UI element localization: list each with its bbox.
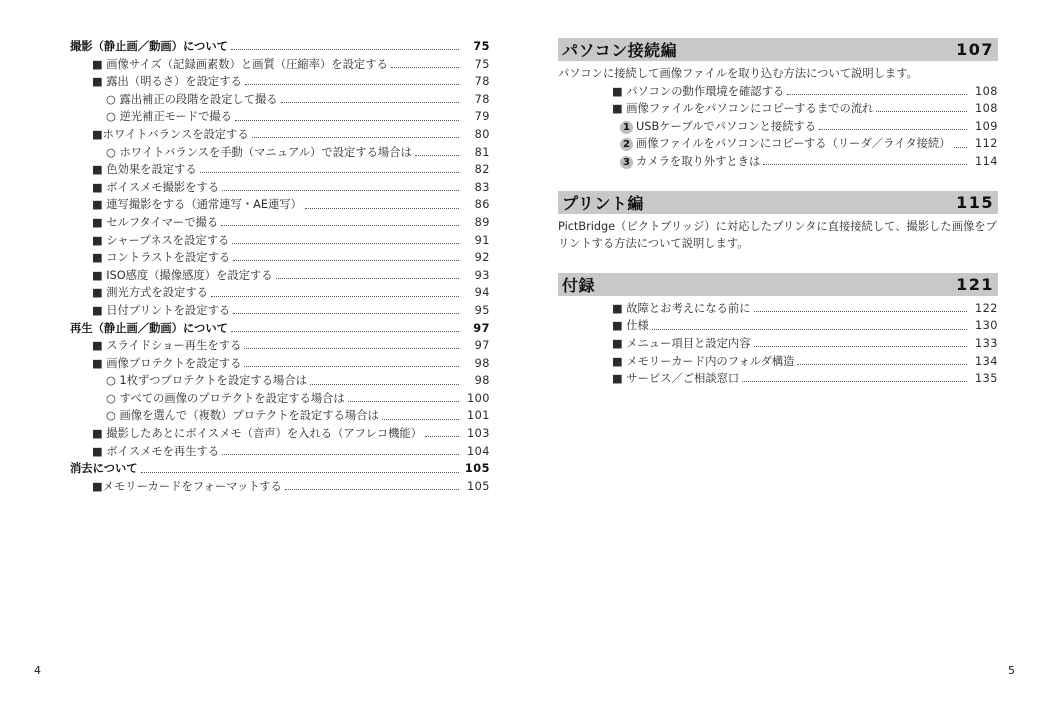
toc-page-number: 89 (474, 215, 490, 229)
toc-page-number: 82 (474, 163, 490, 177)
toc-entry-label (92, 337, 241, 355)
toc-entry-label (92, 267, 273, 285)
toc-entry (70, 56, 490, 74)
toc-entry (70, 196, 490, 214)
toc-entry (70, 108, 490, 126)
dot-leader (787, 94, 967, 95)
section-page-number: 121 (956, 274, 994, 294)
dot-leader (200, 172, 459, 173)
toc-entry (70, 232, 490, 250)
toc-entry-text: ■ スライドショー再生をする (92, 339, 242, 353)
toc-entry-text: ■ ボイスメモを再生する (92, 444, 220, 458)
section-description: パソコンに接続して画像ファイルを取り込む方法について説明します。 (558, 67, 918, 80)
toc-page-number: 78 (474, 75, 490, 89)
toc-entry-text: ○ 逆光補正モードで撮る (106, 110, 232, 124)
toc-page-number: 81 (474, 145, 490, 159)
toc-entry-text: ■ セルフタイマーで撮る (92, 215, 219, 229)
toc-heading (70, 460, 490, 478)
toc-entry (70, 73, 490, 91)
toc-entry (558, 83, 998, 101)
dot-leader (310, 384, 459, 385)
toc-page-number: 92 (474, 251, 490, 265)
page-number-left: 4 (34, 664, 41, 677)
dot-leader (276, 278, 459, 279)
toc-page-number: 104 (466, 444, 490, 458)
toc-entry-label (92, 443, 219, 461)
toc-entry (558, 353, 998, 371)
toc-entry-label (92, 161, 197, 179)
toc-entry (70, 390, 490, 408)
section-page-number: 107 (956, 40, 994, 59)
toc-page-number: 114 (974, 154, 998, 168)
toc-entry-text: USBケーブルでパソコンと接続する (636, 119, 817, 133)
toc-entry (70, 284, 490, 302)
toc-entry (70, 407, 490, 425)
toc-entry (70, 214, 490, 232)
toc-entry-text: ■ 画像サイズ（記録画素数）と画質（圧縮率）を設定する (92, 57, 388, 71)
toc-page-number: 135 (974, 372, 998, 386)
toc-entry-text: ■ メモリーカード内のフォルダ構造 (612, 354, 795, 368)
dot-leader (233, 260, 459, 261)
toc-page-number: 105 (464, 462, 490, 476)
toc-entry-text: 撮影（静止画／動画）について (70, 40, 228, 53)
toc-page-number: 80 (474, 127, 490, 141)
toc-entry-label (620, 153, 760, 171)
dot-leader (141, 472, 459, 473)
toc-entry-text: ■ ISO感度（撮像感度）を設定する (92, 268, 273, 282)
dot-leader (281, 102, 459, 103)
toc-entry (70, 478, 490, 496)
toc-entry-label (92, 56, 388, 74)
toc-page-number: 109 (974, 119, 998, 133)
toc-entry-label (92, 73, 242, 91)
toc-entry (70, 179, 490, 197)
right-toc (558, 38, 998, 388)
toc-entry-label (106, 144, 412, 162)
toc-entry (70, 144, 490, 162)
section-header (558, 273, 998, 296)
dot-leader (231, 331, 459, 332)
toc-page-number: 98 (474, 374, 490, 388)
toc-entry-text: ■ 仕様 (612, 319, 649, 333)
toc-entry-label (612, 83, 784, 101)
toc-entry-label (92, 179, 219, 197)
toc-entry (558, 335, 998, 353)
toc-entry-text: ■ 露出（明るさ）を設定する (92, 75, 242, 89)
dot-leader (232, 243, 459, 244)
toc-entry (70, 337, 490, 355)
toc-entry-text: ■ メニュー項目と設定内容 (612, 336, 751, 350)
toc-entry-text: ■メモリーカードをフォーマットする (92, 479, 282, 493)
toc-page-number: 103 (466, 427, 490, 441)
section-description: PictBridge（ピクトブリッジ）に対応したプリンタに直接接続して、撮影した画像をプリントする方法について説明します。 (558, 219, 997, 251)
toc-entry-label (92, 355, 241, 373)
dot-leader (348, 401, 459, 402)
toc-entry-text: ○ すべての画像のプロテクトを設定する場合は (106, 391, 345, 405)
dot-leader (285, 489, 459, 490)
toc-entry-text: ■ 連写撮影をする（通常連写・AE連写） (92, 198, 302, 212)
page-number-right: 5 (1008, 664, 1015, 677)
toc-entry-label (92, 478, 282, 496)
toc-entry-label (612, 100, 873, 118)
toc-entry (70, 302, 490, 320)
toc-entry-text: ■ パソコンの動作環境を確認する (612, 84, 785, 98)
toc-entry (558, 153, 998, 171)
toc-entry-text: ■ 画像プロテクトを設定する (92, 356, 242, 370)
toc-entry-label (92, 284, 208, 302)
section-spacer (558, 171, 998, 191)
dot-leader (222, 190, 459, 191)
toc-page-number: 98 (474, 356, 490, 370)
toc-entry-text: ○ 画像を選んで（複数）プロテクトを設定する場合は (106, 409, 379, 423)
dot-leader (211, 296, 459, 297)
toc-entry-text: ■ 日付プリントを設定する (92, 303, 231, 317)
toc-entry (558, 300, 998, 318)
toc-entry (70, 126, 490, 144)
toc-entry (70, 372, 490, 390)
toc-entry-label (612, 335, 751, 353)
toc-page-number: 75 (473, 40, 490, 53)
toc-entry-label (612, 300, 751, 318)
dot-leader (797, 364, 967, 365)
step-number-badge: 3 (620, 156, 633, 169)
dot-leader (252, 137, 459, 138)
toc-page-number: 75 (474, 57, 490, 71)
dot-leader (754, 311, 967, 312)
toc-entry-label (106, 372, 307, 390)
toc-page-number: 78 (474, 92, 490, 106)
toc-page-number: 134 (974, 354, 998, 368)
toc-heading (70, 320, 490, 338)
toc-entry-label (70, 460, 138, 478)
section-page-number: 115 (956, 192, 994, 212)
toc-entry-text: ○ 1枚ずつプロテクトを設定する場合は (106, 374, 307, 388)
toc-page-number: 105 (466, 479, 490, 493)
step-number-badge: 1 (620, 121, 633, 134)
dot-leader (391, 67, 459, 68)
toc-page-number: 112 (974, 137, 998, 151)
toc-page-number: 108 (974, 84, 998, 98)
toc-entry (558, 100, 998, 118)
toc-entry-label (620, 135, 951, 153)
dot-leader (221, 225, 459, 226)
toc-entry-text: カメラを取り外すときは (636, 154, 761, 168)
dot-leader (819, 129, 967, 130)
dot-leader (954, 147, 967, 148)
toc-entry (558, 135, 998, 153)
toc-entry-text: ■ 故障とお考えになる前に (612, 301, 751, 315)
dot-leader (742, 381, 967, 382)
toc-entry-text: 再生（静止画／動画）について (70, 321, 228, 335)
toc-entry-text: ■ コントラストを設定する (92, 251, 231, 265)
toc-entry-label (620, 118, 816, 136)
toc-entry-label (92, 302, 230, 320)
toc-entry (70, 443, 490, 461)
toc-entry-label (106, 91, 278, 109)
toc-entry-label (612, 317, 649, 335)
toc-page-number: 91 (474, 233, 490, 247)
toc-entry-text: ■ 撮影したあとにボイスメモ（音声）を入れる（アフレコ機能） (92, 427, 423, 441)
toc-entry-label (106, 390, 345, 408)
section-title: パソコン接続編 (562, 41, 678, 60)
left-toc (70, 38, 490, 495)
toc-entry (558, 118, 998, 136)
toc-entry (70, 425, 490, 443)
toc-entry-text: ■ 色効果を設定する (92, 163, 197, 177)
dot-leader (652, 329, 967, 330)
section-header (558, 38, 998, 61)
section-title: プリント編 (562, 193, 644, 213)
toc-entry-label (92, 196, 302, 214)
step-number-badge: 2 (620, 138, 633, 151)
toc-page-number: 100 (466, 391, 490, 405)
toc-entry (70, 161, 490, 179)
toc-entry (70, 355, 490, 373)
toc-entry (558, 317, 998, 335)
dot-leader (222, 454, 459, 455)
toc-entry-text: ■ シャープネスを設定する (92, 233, 230, 247)
toc-entry (70, 91, 490, 109)
toc-entry-label (612, 370, 739, 388)
dot-leader (876, 111, 967, 112)
toc-page-number: 86 (474, 198, 490, 212)
toc-heading (70, 38, 490, 56)
toc-entry-text: 消去について (70, 462, 138, 476)
toc-entry-label (92, 425, 422, 443)
dot-leader (244, 348, 459, 349)
toc-entry (558, 370, 998, 388)
toc-entry-text: ■ ボイスメモ撮影をする (92, 180, 220, 194)
toc-page-number: 95 (474, 303, 490, 317)
dot-leader (754, 346, 967, 347)
section-header (558, 191, 998, 214)
toc-entry-text: ■ホワイトバランスを設定する (92, 127, 249, 141)
toc-entry-label (106, 108, 232, 126)
dot-leader (245, 84, 459, 85)
toc-entry (70, 249, 490, 267)
toc-page-number: 133 (974, 336, 998, 350)
toc-entry-label (92, 214, 218, 232)
toc-entry-text: 画像ファイルをパソコンにコピーする（リーダ／ライタ接続） (636, 137, 951, 151)
toc-entry-label (70, 38, 228, 56)
toc-entry-text: ■ 画像ファイルをパソコンにコピーするまでの流れ (612, 102, 874, 116)
toc-entry-label (612, 353, 794, 371)
toc-entry-text: ○ 露出補正の段階を設定して撮る (106, 92, 278, 106)
toc-entry-text: ■ サービス／ご相談窓口 (612, 372, 740, 386)
toc-page-number: 130 (974, 319, 998, 333)
toc-page-number: 83 (474, 180, 490, 194)
toc-entry-label (92, 232, 229, 250)
section-spacer (558, 253, 998, 273)
toc-entry-text: ○ ホワイトバランスを手動（マニュアル）で設定する場合は (106, 145, 412, 159)
dot-leader (425, 436, 459, 437)
toc-page-number: 122 (974, 301, 998, 315)
toc-entry-label (92, 126, 249, 144)
toc-entry-label (70, 320, 228, 338)
toc-page-number: 97 (473, 321, 490, 335)
dot-leader (233, 313, 459, 314)
toc-page-number: 94 (474, 286, 490, 300)
toc-entry (70, 267, 490, 285)
dot-leader (415, 155, 459, 156)
toc-entry-label (92, 249, 230, 267)
dot-leader (235, 120, 459, 121)
dot-leader (231, 49, 459, 50)
section-title: 付録 (562, 275, 596, 295)
toc-entry-label (106, 407, 379, 425)
toc-page-number: 79 (474, 110, 490, 124)
toc-page-number: 93 (474, 268, 490, 282)
dot-leader (305, 208, 459, 209)
dot-leader (244, 366, 459, 367)
dot-leader (763, 164, 967, 165)
dot-leader (382, 419, 459, 420)
toc-page-number: 97 (474, 339, 490, 353)
toc-page-number: 108 (974, 102, 998, 116)
toc-entry-text: ■ 測光方式を設定する (92, 286, 208, 300)
toc-page-number: 101 (466, 409, 490, 423)
